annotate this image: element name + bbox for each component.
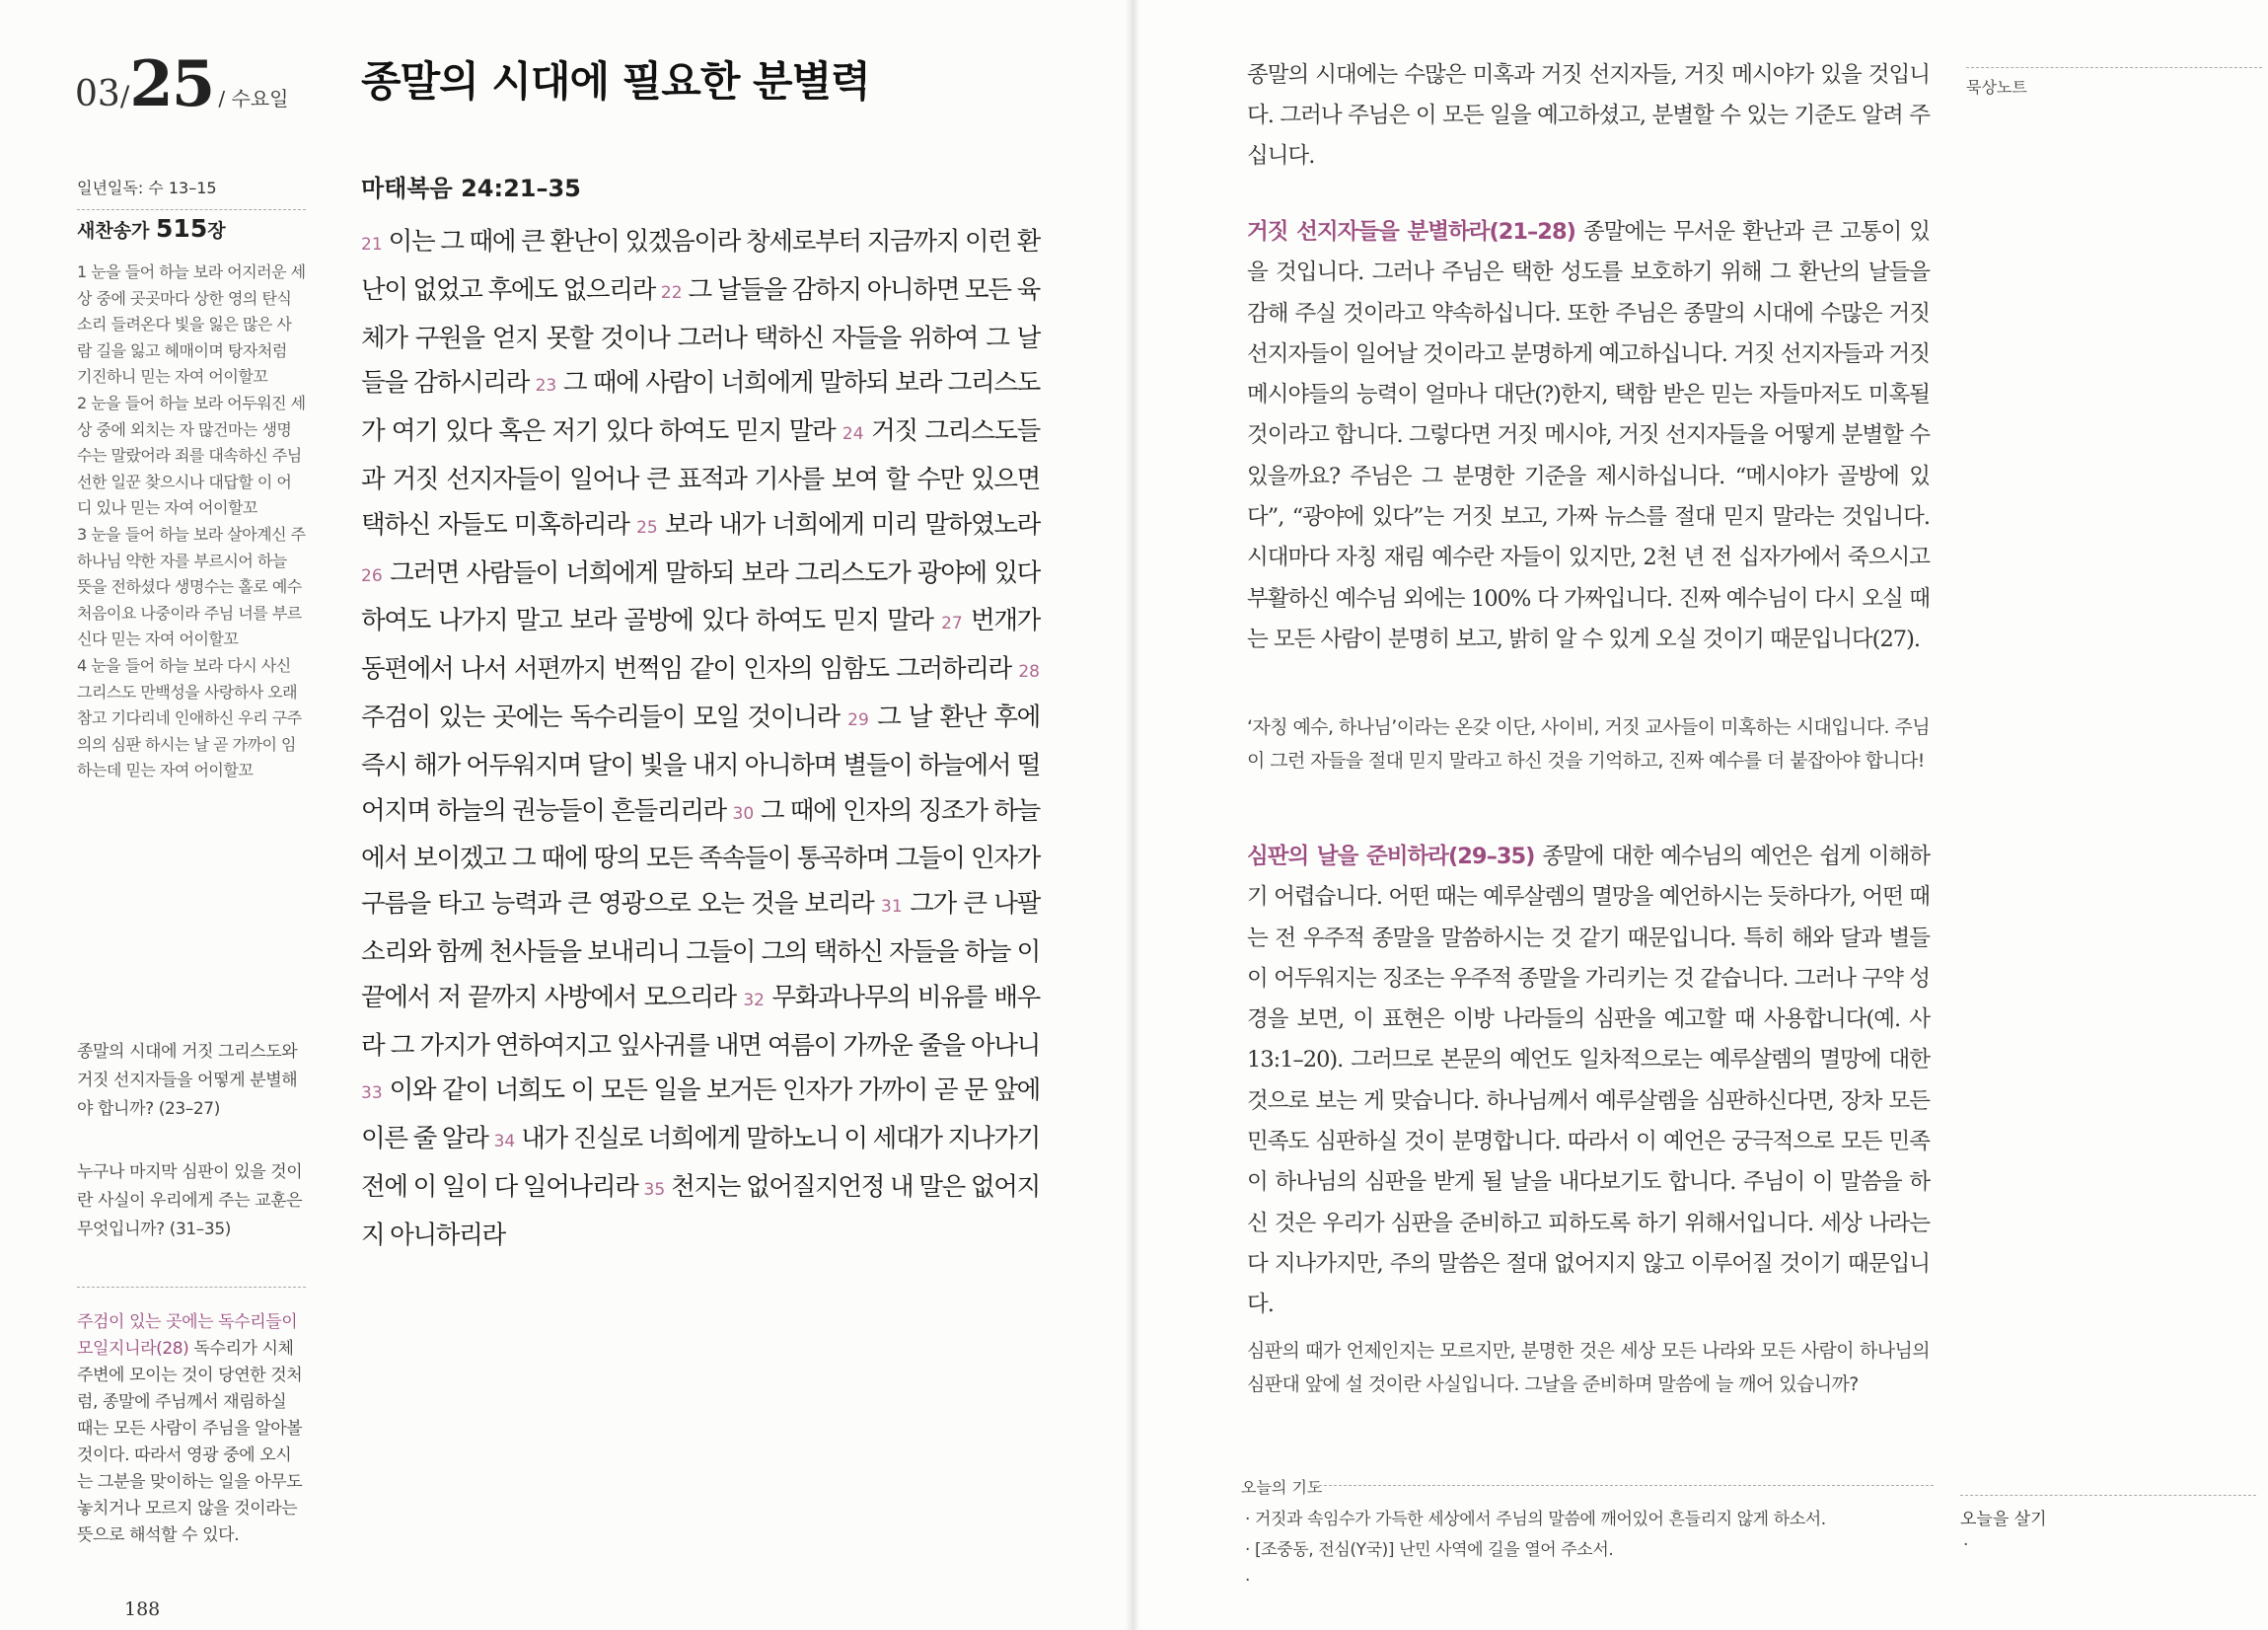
verse-text: 그러면 사람들이 너희에게 말하되 보라 그리스도가 광야에 있다 하여도 나가지 말고 보라 골방에 있다 하여도 믿지 말라 [361,557,1040,636]
live-today-bullet: · [1963,1535,1969,1555]
date-header [75,47,288,121]
study-note [77,1309,306,1549]
verse-text: 이와 같이 너희도 이 모든 일을 보거든 인자가 가까이 곧 문 앞에 이른 줄 알라 [361,1075,1040,1154]
verse-text: 내가 진실로 너희에게 말하노니 이 세대가 지나가기 전에 이 일이 다 일어나리라 [361,1124,1040,1202]
hymn-number: 515 [156,214,208,243]
verse-number: 22 [660,282,683,303]
prayer-item: · [1245,1571,1251,1591]
verse-text: 주검이 있는 곳에는 독수리들이 모일 것이니라 [361,702,840,732]
intro-paragraph: 종말의 시대에는 수많은 미혹과 거짓 선지자들, 거짓 메시야가 있을 것입니다. 그러나 주님은 이 모든 일을 예고하셨고, 분별할 수 있는 기준도 알려 주십니다. [1247,62,1930,169]
passage-reference: 마태복음 24:21–35 [361,175,581,202]
date-weekday: / 수요일 [218,87,289,111]
hymn-verse: 3 눈을 들어 하늘 보라 살아계신 주 하나님 약한 자를 부르시어 하늘 뜻을 전하셨다 생명수는 홀로 예수 처음이요 나중이라 주님 너를 부르신다 믿는 자여 어이할꼬 [77,524,306,649]
section-1 [1247,212,1930,660]
verse-number: 25 [636,517,658,538]
verse-text: 번개가 동편에서 나서 서편까지 번쩍임 같이 인자의 임함도 그러하리라 [361,606,1041,685]
prayer-label: 오늘의 기도 [1241,1478,1323,1497]
hymn-label: 새찬송가 [77,220,157,242]
verse-text: 거짓 그리스도들과 거짓 선지자들이 일어나 큰 표적과 기사를 보여 할 수만 있으면 택하신 자들도 미혹하리라 [361,416,1040,540]
hymn-verse: 4 눈을 들어 하늘 보라 다시 사신 그리스도 만백성을 사랑하사 오래 참고 기다리네 인애하신 우리 구주 의의 심판 하시는 날 곧 가까이 임하는데 믿는 자여 어이할꼬 [77,655,302,780]
section-1-application: ‘자칭 예수, 하나님’이라는 온갖 이단, 사이비, 거짓 교사들이 미혹하는 시대입니다. 주님이 그런 자들을 절대 믿지 말라고 하신 것을 기억하고, 진짜 예수를 더 붙잡아야 합니다! [1247,716,1930,772]
section-2-application: 심판의 때가 언제인지는 모르지만, 분명한 것은 세상 모든 나라와 모든 사람이 하나님의 심판대 앞에 설 것이란 사실입니다. 그날을 준비하며 말씀에 늘 깨어 있습니까? [1247,1340,1930,1395]
memo-note-label: 묵상노트 [1966,78,2027,97]
memo-divider [1966,67,2262,68]
study-note-body: 독수리가 시체 주변에 모이는 것이 당연한 것처럼, 종말에 주님께서 재림하실 때는 모든 사람이 주님을 알아볼 것이다. 따라서 영광 중에 오시는 그분을 맞이하는 일을 아무도 놓치거나 모르지 않을 것이라는 뜻으로 해석할 수 있다. [77,1339,303,1545]
section-1-body: 종말에는 무서운 환난과 큰 고통이 있을 것입니다. 그러나 주님은 택한 성도를 보호하기 위해 그 환난의 날들을 감해 주실 것이라고 약속하십니다. 또한 주님은 종말의 시대에 수많은 거짓 선지자들이 일어날 것이라고 분명하게 예고하십니다. 거짓 선지자들과 거짓 메시야들의 능력이 얼마나 대단(?)한지, 택함 받은 믿는 자들마저도 미혹될 것이라고 합니다. 그렇다면 거짓 메시야, 거짓 선지자들을 어떻게 분별할 수 있을까요? 주님은 그 분명한 기준을 제시하십니다. “메시야가 골방에 있다”, “광야에 있다”는 거짓 보고, 가짜 뉴스를 절대 믿지 말라는 것입니다. 시대마다 자칭 재림 예수란 자들이 있지만, 2천 년 전 십자가에서 죽으시고 부활하신 예수님 외에는 100% 다 가짜입니다. 진짜 예수님이 다시 오실 때는 모든 사람이 분명히 보고, 밝히 알 수 있게 오실 것이기 때문입니다(27). [1247,219,1931,652]
page-title: 종말의 시대에 필요한 분별력 [361,57,870,106]
study-note-title: 주검이 있는 곳에는 독수리들이 모일지니라(28) [77,1312,298,1359]
verse-text: 그 날 환난 후에 즉시 해가 어두워지며 달이 빛을 내지 아니하며 별들이 하늘에서 떨어지며 하늘의 권능들이 흔들리리라 [361,702,1041,826]
page-number: 188 [124,1598,161,1620]
verse-number: 30 [732,803,755,824]
verse-number: 29 [847,709,869,730]
verse-number: 21 [361,235,383,255]
prayer-list [1245,1505,1936,1596]
prayer-item: · [조중동, 전심(Y국)] 난민 사역에 길을 열어 주소서. [1245,1540,1614,1560]
book-gutter [1126,0,1139,1630]
verse-number: 33 [361,1083,383,1104]
section-2-body: 종말에 대한 예수님의 예언은 쉽게 이해하기 어렵습니다. 어떤 때는 예루살렘의 멸망을 예언하시는 듯하다가, 어떤 때는 전 우주적 종말을 말씀하시는 것 같기 때문입니다. 특히 해와 달과 별들이 어두워지는 징조는 우주적 종말을 가리키는 것 같습니다. 그러나 구약 성경을 보면, 이 표현은 이방 나라들의 심판을 예고할 때 사용합니다(예. 사 13:1–20). 그러므로 본문의 예언도 일차적으로는 예루살렘의 멸망에 대한 것으로 보는 게 맞습니다. 하나님께서 예루살렘을 심판하신다면, 장차 모든 민족도 심판하실 것이 분명합니다. 따라서 이 예언은 궁극적으로 모든 민족이 하나님의 심판을 받게 될 날을 내다보기도 합니다. 주님이 이 말씀을 하신 것은 우리가 심판을 준비하고 피하도록 하기 위해서입니다. 세상 나라는 다 지나가지만, 주의 말씀은 절대 없어지지 않고 이루어질 것이기 때문입니다. [1247,844,1930,1318]
verse-number: 32 [743,990,765,1010]
verse-number: 26 [361,565,383,586]
section-2-title: 심판의 날을 준비하라(29–35) [1247,844,1535,869]
verse-text: 이는 그 때에 큰 환난이 있겠음이라 창세로부터 지금까지 이런 환난이 없었고 후에도 없으리라 [361,227,1040,305]
verse-text: 그 날들을 감하지 아니하면 모든 육체가 구원을 얻지 못할 것이나 그러나 택하신 자들을 위하여 그 날들을 감하시리라 [361,274,1040,399]
question-1: 종말의 시대에 거짓 그리스도와 거짓 선지자들을 어떻게 분별해야 합니까? (23–27) [77,1042,298,1119]
verse-text: 그 때에 인자의 징조가 하늘에서 보이겠고 그 때에 땅의 모든 족속들이 통곡하며 그들이 인자가 구름을 타고 능력과 큰 영광으로 오는 것을 보리라 [361,795,1040,920]
divider [77,209,306,210]
verse-text: 그 때에 사람이 너희에게 말하되 보라 그리스도가 여기 있다 혹은 저기 있다 하여도 믿지 말라 [361,368,1041,447]
hymn-title [77,214,226,243]
hymn-suffix: 장 [207,220,226,242]
prayer-item: · 거짓과 속임수가 가득한 세상에서 주님의 말씀에 깨어있어 흔들리지 않게 하소서. [1245,1510,1826,1529]
hymn-verse: 2 눈을 들어 하늘 보라 어두워진 세상 중에 외치는 자 많건마는 생명수는 말랐어라 죄를 대속하신 주님 선한 일꾼 찾으시나 대답할 이 어디 있나 믿는 자여 어이할꼬 [77,393,306,518]
live-today-label: 오늘을 살기 [1960,1510,2047,1529]
verse-number: 34 [493,1132,516,1152]
verse-number: 35 [643,1179,666,1200]
verse-number: 23 [535,376,557,397]
verse-number: 27 [941,614,963,634]
scripture-passage [361,220,1040,1259]
reading-plan: 일년일독: 수 13–15 [77,179,217,197]
hymn-verse: 1 눈을 들어 하늘 보라 어지러운 세상 중에 곳곳마다 상한 영의 탄식 소리 들려온다 빛을 잃은 많은 사람 길을 잃고 헤매이며 탕자처럼 기진하니 믿는 자여 어이할꼬 [77,262,306,387]
divider [77,1287,306,1288]
verse-number: 28 [1018,662,1040,683]
date-slash: / [119,80,130,112]
verse-number: 31 [881,897,903,918]
hymn-lyrics [77,259,306,784]
section-2 [1247,837,1930,1326]
verse-text: 천지는 없어질지언정 내 말은 없어지지 아니하리라 [361,1171,1040,1250]
verse-text: 무화과나무의 비유를 배우라 그 가지가 연하여지고 잎사귀를 내면 여름이 가까운 줄을 아나니 [361,982,1041,1061]
question-2: 누구나 마지막 심판이 있을 것이란 사실이 우리에게 주는 교훈은 무엇입니까? (31–35) [77,1162,303,1239]
prayer-divider [1314,1485,1934,1486]
verse-text: 보라 내가 너희에게 미리 말하였노라 [665,509,1041,540]
date-month: 03 [75,74,120,114]
verse-text: 그가 큰 나팔소리와 함께 천사들을 보내리니 그들이 그의 택하신 자들을 하늘 이 끝에서 저 끝까지 사방에서 모으리라 [361,889,1040,1012]
date-day: 25 [129,47,214,121]
section-1-title: 거짓 선지자들을 분별하라(21–28) [1247,219,1575,245]
verse-number: 24 [841,424,864,445]
live-divider [1960,1495,2256,1496]
